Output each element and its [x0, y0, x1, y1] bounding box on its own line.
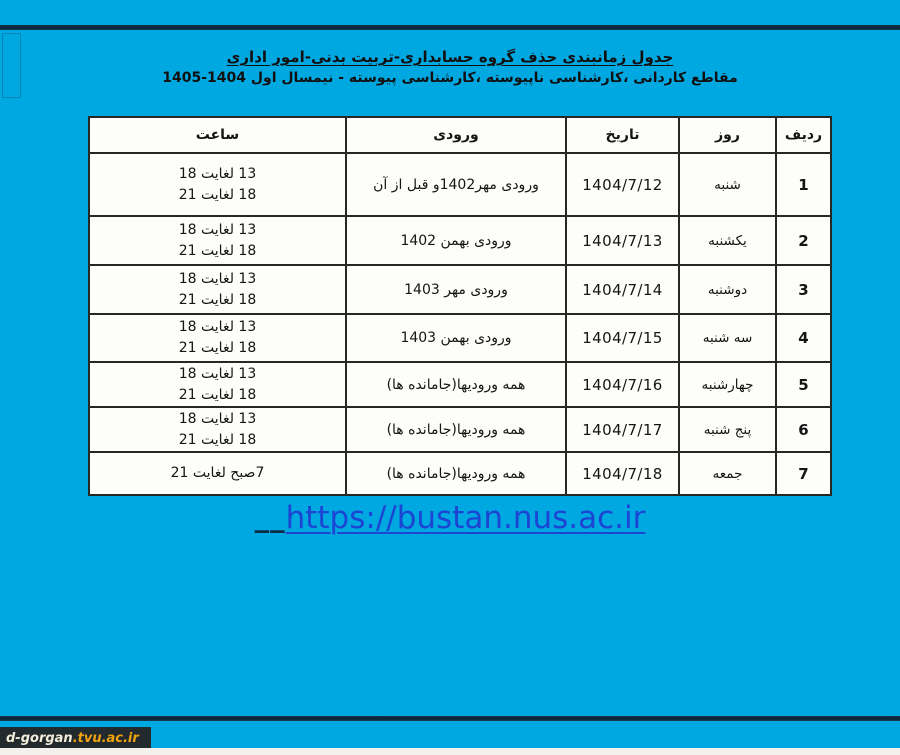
cell-entry: ورودی بهمن 1402 [346, 216, 566, 265]
table-row [89, 265, 831, 314]
table-row [89, 452, 831, 495]
time-slot-2: 18 لغایت 21 [178, 186, 257, 203]
watermark-domain: .tvu.ac.ir [72, 730, 139, 746]
cell-entry: همه ورودیها(جامانده ها) [346, 452, 566, 495]
link-underscore-prefix: __ [254, 499, 286, 533]
cell-entry: ورودی مهر1402و قبل از آن [346, 153, 566, 216]
cell-date: 1404/7/18 [566, 452, 679, 495]
cell-date: 1404/7/13 [566, 216, 679, 265]
page-subtitle: مقاطع کاردانی ،کارشناسی ناپیوسته ،کارشناسی پیوسته - نیمسال اول 1404-1405 [162, 70, 738, 86]
cell-row-number: 7 [776, 452, 831, 495]
time-slot-1: 13 لغایت 18 [178, 165, 257, 182]
cell-entry: همه ورودیها(جامانده ها) [346, 407, 566, 452]
table-row [89, 314, 831, 362]
cell-time [89, 216, 346, 265]
table-row [89, 216, 831, 265]
col-header-time: ساعت [89, 117, 346, 153]
table-row [89, 153, 831, 216]
col-header-entry: ورودی [346, 117, 566, 153]
cell-time [89, 362, 346, 407]
time-slot-1: 13 لغایت 18 [178, 221, 257, 238]
portal-link-row [0, 499, 900, 536]
time-slot-2: 18 لغایت 21 [178, 242, 257, 259]
cell-row-number: 5 [776, 362, 831, 407]
cell-day: سه شنبه [679, 314, 776, 362]
time-slot-2: 18 لغایت 21 [178, 340, 257, 356]
table-header-row [89, 117, 831, 153]
watermark-site-name: d-gorgan [6, 730, 73, 746]
cell-date: 1404/7/14 [566, 265, 679, 314]
watermark-badge [0, 727, 151, 749]
time-slot-2: 18 لغایت 21 [178, 291, 257, 308]
table-row [89, 407, 831, 452]
bottom-divider-line [0, 716, 900, 721]
cell-row-number: 4 [776, 314, 831, 362]
cell-day: شنبه [679, 153, 776, 216]
time-slot-2: 18 لغایت 21 [178, 386, 257, 403]
cell-row-number: 2 [776, 216, 831, 265]
cell-entry: همه ورودیها(جامانده ها) [346, 362, 566, 407]
col-header-date: تاریخ [566, 117, 679, 153]
time-slot-1: 7صبح لغایت 21 [170, 465, 265, 481]
cell-date: 1404/7/12 [566, 153, 679, 216]
time-slot-1: 13 لغایت 18 [178, 319, 257, 335]
top-divider-line [0, 25, 900, 30]
cell-day: دوشنبه [679, 265, 776, 314]
cell-day: یکشنبه [679, 216, 776, 265]
document-titles [0, 48, 900, 86]
cell-time [89, 153, 346, 216]
cell-row-number: 1 [776, 153, 831, 216]
cell-date: 1404/7/15 [566, 314, 679, 362]
col-header-day: روز [679, 117, 776, 153]
cell-row-number: 3 [776, 265, 831, 314]
page-title: جدول زمانبندی حذف گروه حسابداری-تربیت بدنی-امور اداری [226, 48, 674, 66]
photo-bottom-strip [0, 748, 900, 755]
col-header-row-no: ردیف [776, 117, 831, 153]
cell-time [89, 265, 346, 314]
cell-entry: ورودی بهمن 1403 [346, 314, 566, 362]
cell-time [89, 314, 346, 362]
cell-day: جمعه [679, 452, 776, 495]
time-slot-1: 13 لغایت 18 [178, 365, 257, 382]
cell-day: پنج شنبه [679, 407, 776, 452]
time-slot-1: 13 لغایت 18 [178, 410, 257, 427]
portal-url-link[interactable]: https://bustan.nus.ac.ir [285, 500, 646, 536]
time-slot-2: 18 لغایت 21 [178, 431, 257, 448]
cell-time [89, 407, 346, 452]
time-slot-1: 13 لغایت 18 [178, 270, 257, 287]
cell-row-number: 6 [776, 407, 831, 452]
schedule-table [88, 116, 832, 496]
cell-date: 1404/7/17 [566, 407, 679, 452]
table-row [89, 362, 831, 407]
cell-date: 1404/7/16 [566, 362, 679, 407]
cell-day: چهارشنبه [679, 362, 776, 407]
cell-time [89, 452, 346, 495]
cell-entry: ورودی مهر 1403 [346, 265, 566, 314]
